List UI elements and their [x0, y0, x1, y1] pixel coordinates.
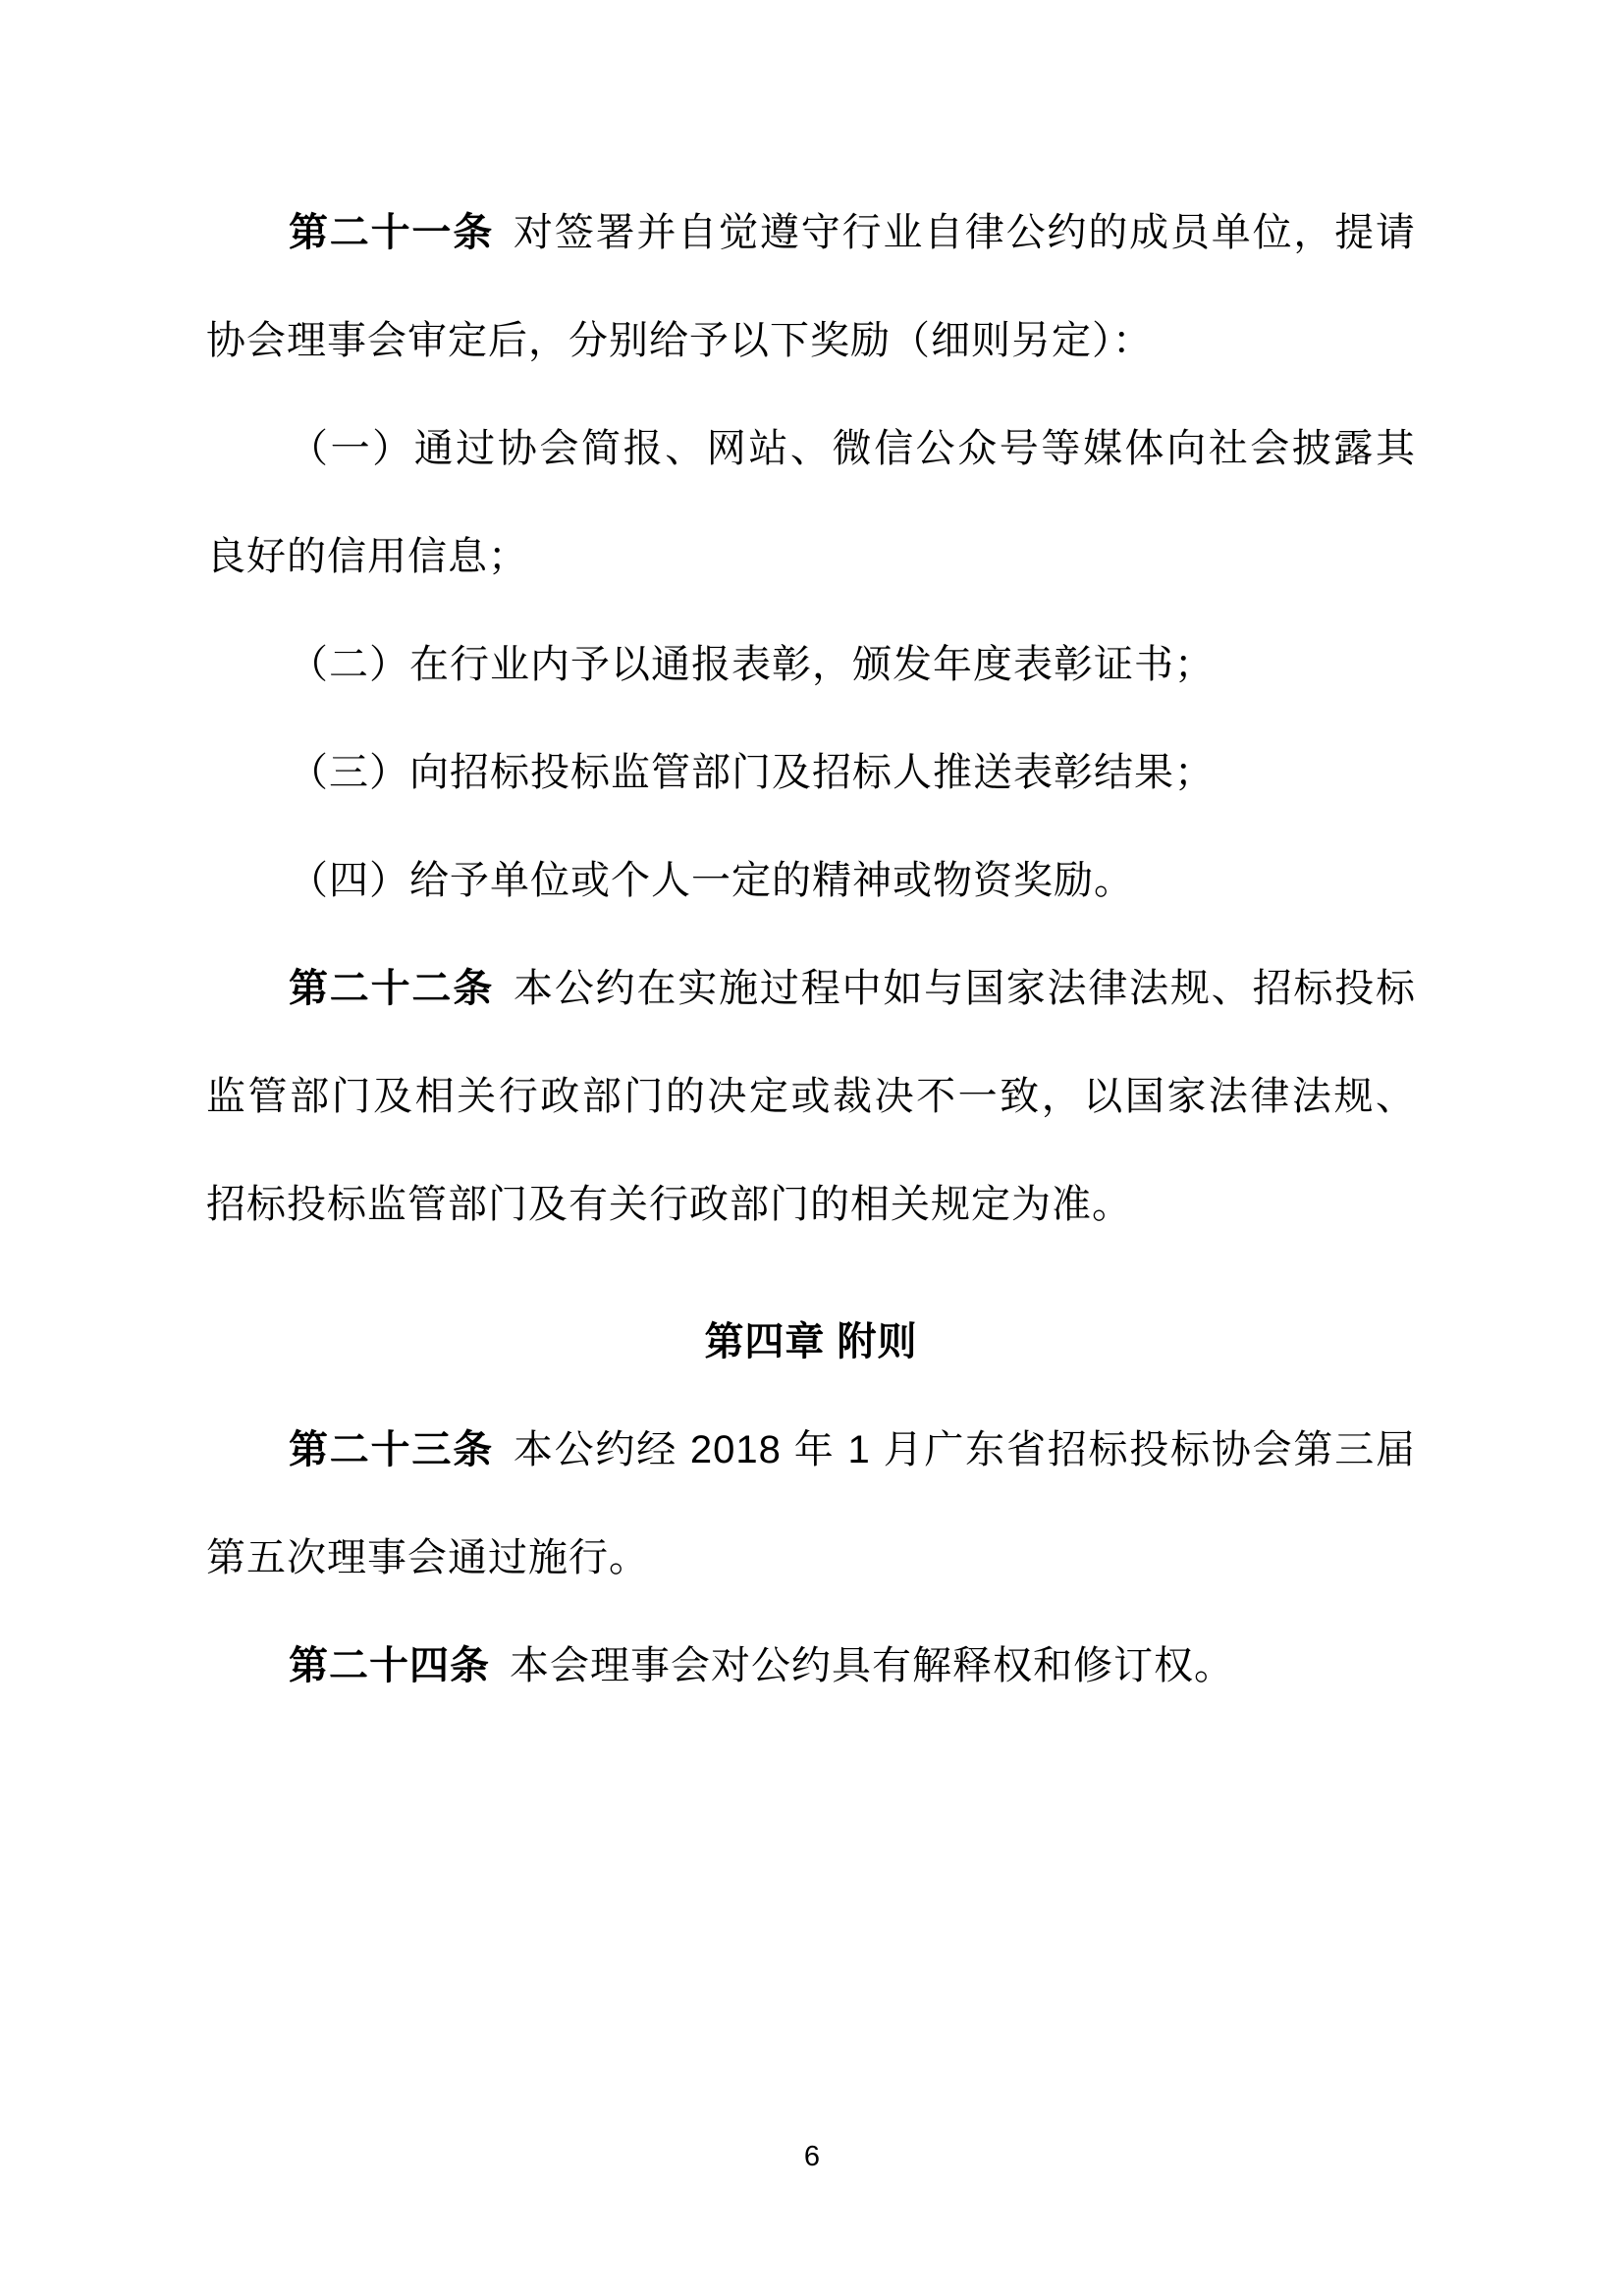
- line-text: 本公约在实施过程中如与国家法律法规、招标投标: [514, 967, 1417, 1010]
- line-text: 监管部门及相关行政部门的决定或裁决不一致，以国家法律法规、: [206, 1075, 1416, 1118]
- article-number-text: 第二十一条: [289, 211, 495, 254]
- line-item-3: [206, 719, 1416, 827]
- line-article-21-1: [206, 179, 1416, 287]
- page-number: 6: [803, 2141, 821, 2172]
- line-text: 招标投标监管部门及有关行政部门的相关规定为准。: [206, 1183, 1132, 1226]
- line-article-23-1: [206, 1396, 1416, 1504]
- line-text: 良好的信用信息；: [206, 535, 528, 578]
- line-article-21-2: [206, 287, 1416, 395]
- line-article-22-1: [206, 934, 1416, 1042]
- line-text: 本会理事会对公约具有解释权和修订权。: [510, 1644, 1234, 1687]
- line-text: 本公约经 2018 年 1 月广东省招标投标协会第三届: [513, 1428, 1416, 1471]
- chapter-heading: [206, 1288, 1416, 1396]
- line-text: （二）在行业内予以通报表彰，颁发年度表彰证书；: [289, 643, 1215, 686]
- line-item-2: [206, 611, 1416, 719]
- line-article-22-3: [206, 1150, 1416, 1258]
- line-text: 第五次理事会通过施行。: [206, 1536, 649, 1579]
- line-text: （一）通过协会简报、网站、微信公众号等媒体向社会披露其: [289, 427, 1416, 470]
- line-article-24: [206, 1612, 1416, 1720]
- line-text: （三）向招标投标监管部门及招标人推送表彰结果；: [289, 751, 1215, 794]
- line-text: （四）给予单位或个人一定的精神或物资奖励。: [289, 859, 1134, 902]
- line-item-1-2: [206, 503, 1416, 611]
- article-number-text: 第四章 附则: [704, 1320, 918, 1363]
- line-text: 协会理事会审定后，分别给予以下奖励（细则另定）：: [206, 319, 1153, 362]
- line-item-4: [206, 827, 1416, 934]
- line-text: 对签署并自觉遵守行业自律公约的成员单位，提请: [514, 211, 1417, 254]
- line-item-1-1: [206, 395, 1416, 503]
- article-number-text: 第二十四条: [289, 1644, 490, 1687]
- article-number-text: 第二十三条: [289, 1428, 494, 1471]
- article-number-text: 第二十二条: [289, 967, 495, 1010]
- line-article-22-2: [206, 1042, 1416, 1150]
- line-article-23-2: [206, 1504, 1416, 1612]
- document-body: [206, 179, 1416, 1720]
